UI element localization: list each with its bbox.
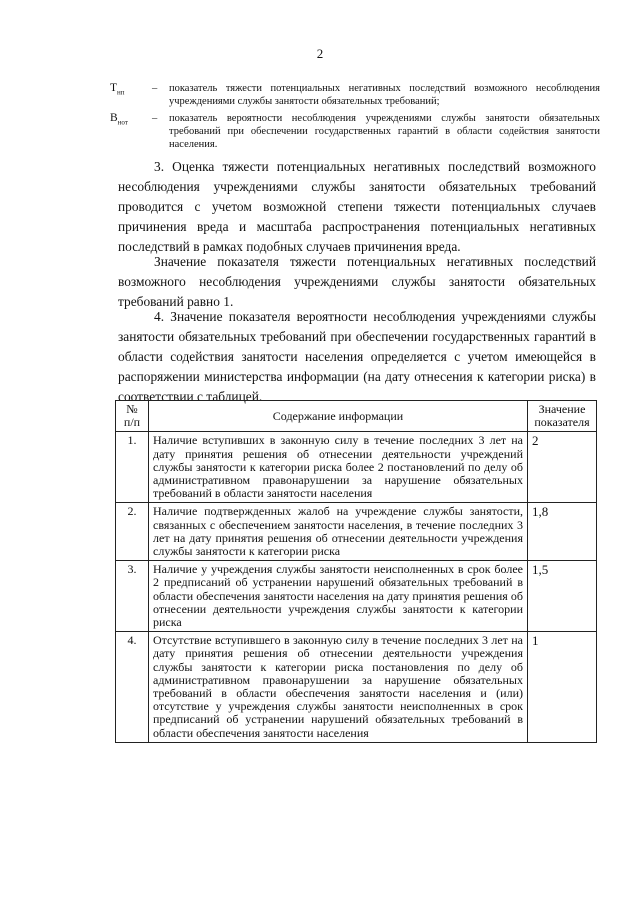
definition-item [110,82,600,108]
table-row [116,503,597,561]
header-num: № п/п [116,401,149,432]
definition-symbol: $В_{нот}$ [110,112,128,127]
definition-item [110,112,600,151]
definition-dash: – [152,113,158,124]
table-row [116,632,597,743]
definition-dash: – [152,83,158,94]
row-value: 1,8 [528,503,597,561]
header-value: Значение показателя [528,401,597,432]
definition-text: показатель тяжести потенциальных негативных последствий возможного несоблюдения учреждениями службы занятости обязательных требований; [169,83,600,107]
row-num: 3. [116,561,149,632]
row-value: 1,5 [528,561,597,632]
definition-text: показатель вероятности несоблюдения учреждениями службы занятости обязательных требований при обеспечении государственных гарантий в области содействия занятости населения. [169,113,600,150]
paragraph-3: 3. Оценка тяжести потенциальных негативных последствий возможного несоблюдения учреждениями службы занятости обязательных требований проводится с учетом возможной степени тяжести потенциальных случаев причинения вреда и масштаба распространения потенциальных негативных последствий в рамках подобных случаев причинения вреда. [118,159,596,254]
row-content: Наличие вступивших в законную силу в течение последних 3 лет на дату принятия решения об отнесении деятельности учреждений службы занятости к категории риска более 2 постановлений по делу об административном правонарушении за нарушение обязательных требований в области занятости населения [149,432,528,503]
row-value: 1 [528,632,597,743]
table-header-row [116,401,597,432]
row-num: 1. [116,432,149,503]
row-content: Наличие подтвержденных жалоб на учреждение службы занятости, связанных с обеспечением занятости населения, в течение последних 3 лет на дату принятия решения об отнесении деятельности учреждения службы занятости к категории риска [149,503,528,561]
row-num: 4. [116,632,149,743]
row-value: 2 [528,432,597,503]
definition-symbol: $Т_{нп}$ [110,82,125,97]
row-content: Наличие у учреждения службы занятости неисполненных в срок более 2 предписаний об устранении нарушений обязательных требований в области обеспечения занятости населения на дату принятия решения об отнесении деятельности учреждения службы занятости к категории риска [149,561,528,632]
page-number: 2 [316,46,324,61]
row-num: 2. [116,503,149,561]
paragraph-value: Значение показателя тяжести потенциальных негативных последствий возможного несоблюдения учреждениями службы занятости обязательных требований равно 1. [118,254,596,309]
paragraph-4: 4. Значение показателя вероятности несоблюдения учреждениями службы занятости обязательных требований при обеспечении государственных гарантий в области содействия занятости населения определяется с учетом имеющейся в распоряжении министерства информации (на дату отнесения к категории риска) в соответствии с таблицей. [118,309,596,404]
header-content: Содержание информации [149,401,528,432]
table-row [116,432,597,503]
table-row [116,561,597,632]
definitions-list [110,82,600,155]
row-content: Отсутствие вступившего в законную силу в течение последних 3 лет на дату принятия решения об отнесении деятельности учреждения службы занятости к категории риска постановления по делу об административном правонарушении за нарушение обязательных требований в области обеспечения занятости населения и (или) отсутствие у учреждения службы занятости неисполненных в срок предписаний об устранении нарушений обязательных требований в области обеспечения занятости населения [149,632,528,743]
risk-table [115,400,597,743]
